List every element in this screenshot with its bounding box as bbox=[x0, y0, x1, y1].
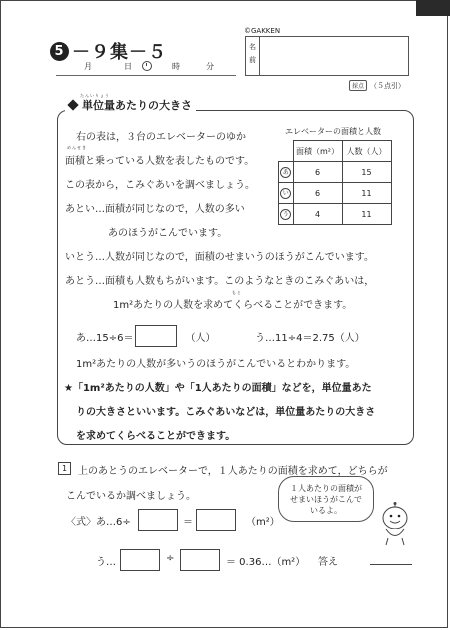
name-field[interactable] bbox=[245, 36, 409, 76]
ruby-moto: もと bbox=[232, 290, 242, 295]
compare-line-2: あのほうがこんでいます。 bbox=[108, 228, 228, 239]
ruby-title: たんいりょう bbox=[80, 93, 110, 98]
formula-1-unit: （m²） bbox=[246, 517, 280, 528]
table-header-people: 人数（人） bbox=[342, 141, 391, 162]
score-tag: 採点 bbox=[349, 80, 367, 91]
row-people: 15 bbox=[342, 162, 391, 183]
table-title: エレベーターの面積と人数 bbox=[285, 127, 381, 136]
score-info bbox=[349, 80, 405, 91]
formula-2-box-divisor[interactable] bbox=[180, 549, 220, 571]
unit-number: 5 bbox=[50, 42, 69, 61]
elevator-table bbox=[278, 140, 392, 225]
formula-label: 〈式〉 bbox=[66, 517, 96, 528]
date-month: 月 bbox=[84, 62, 92, 71]
compare-line-3: いとう…人数が同じなので，面積のせまいうのほうがこんでいます。 bbox=[65, 252, 374, 263]
calc-a-answer-box[interactable] bbox=[135, 325, 177, 347]
formula-1-box-result[interactable] bbox=[196, 509, 236, 531]
date-row bbox=[56, 61, 236, 76]
formula-2-divide: ÷ bbox=[166, 553, 175, 564]
calc-a-unit: （人） bbox=[185, 332, 216, 344]
table-header-area: 面積（m²） bbox=[293, 141, 342, 162]
corner-tab bbox=[416, 0, 450, 16]
copyright: ©GAKKEN bbox=[244, 27, 281, 35]
calc-row-u: う…11÷4＝2.75（人） bbox=[255, 333, 365, 344]
date-day: 日 bbox=[124, 62, 132, 71]
table-header-row bbox=[279, 141, 392, 162]
intro-line-3: この表から，こみぐあいを調べましょう。 bbox=[65, 180, 255, 191]
row-label: い bbox=[280, 188, 291, 199]
compare-line-4: あとう…面積も人数もちがいます。このようなときのこみぐあいは， bbox=[65, 276, 375, 287]
problem-line-2: こんでいるか調べましょう。 bbox=[66, 491, 196, 502]
calc-row-a bbox=[76, 325, 215, 347]
row-label: あ bbox=[280, 167, 291, 178]
answer-label: 答え bbox=[318, 557, 338, 568]
formula-row-2-prefix: う… bbox=[96, 557, 116, 568]
time-label: 時 bbox=[172, 62, 180, 71]
formula-2-result: ＝ 0.36…（m²） bbox=[226, 557, 306, 568]
hint-bubble: １人あたりの面積が せまいほうがこんで いるよ。 bbox=[278, 476, 374, 522]
formula-2-box-dividend[interactable] bbox=[120, 549, 160, 571]
section-title-text: 単位量あたりの大きさ bbox=[82, 99, 192, 112]
formula-row-1-prefix: あ…6÷ bbox=[96, 517, 131, 528]
note-line-1: ★「1m²あたりの人数」や「1人あたりの面積」などを，単位量あた bbox=[64, 383, 372, 394]
conclusion-line: 1m²あたりの人数が多いうのほうがこんでいるとわかります。 bbox=[76, 359, 356, 370]
intro-line-1: 右の表は，３台のエレベーターのゆか bbox=[76, 132, 246, 143]
row-label: う bbox=[280, 209, 291, 220]
intro-line-2: 面積と乗っている人数を表したものです。 bbox=[65, 156, 255, 167]
minute-label: 分 bbox=[206, 62, 214, 71]
table-row bbox=[279, 162, 392, 183]
page-title-text: －９集－５ bbox=[72, 42, 167, 63]
character-icon bbox=[378, 502, 412, 550]
problem-number: 1 bbox=[58, 462, 71, 475]
ruby-menseki: めんせき bbox=[67, 145, 87, 150]
answer-field[interactable] bbox=[370, 563, 412, 565]
note-line-2: りの大きさといいます。こみぐあいなどは，単位量あたりの大きさ bbox=[76, 407, 376, 418]
table-row bbox=[279, 183, 392, 204]
row-people: 11 bbox=[342, 183, 391, 204]
score-text: （５点引） bbox=[370, 81, 406, 90]
calc-a-text: あ…15÷6＝ bbox=[76, 332, 134, 344]
note-line-3: を求めてくらべることができます。 bbox=[76, 431, 236, 442]
row-area: 6 bbox=[293, 183, 342, 204]
row-area: 4 bbox=[293, 204, 342, 225]
formula-1-equals: ＝ bbox=[183, 517, 193, 528]
formula-1-box-divisor[interactable] bbox=[138, 509, 178, 531]
compare-line-5: 1m²あたりの人数を求めてくらべることができます。 bbox=[113, 300, 353, 311]
name-label: 名 前 bbox=[246, 37, 260, 75]
row-area: 6 bbox=[293, 162, 342, 183]
row-people: 11 bbox=[342, 204, 391, 225]
section-title bbox=[65, 97, 196, 113]
table-row bbox=[279, 204, 392, 225]
problem-line-1: 上のあとうのエレベーターで，１人あたりの面積を求めて，どちらが bbox=[78, 466, 388, 477]
compare-line-1: あとい…面積が同じなので，人数の多い bbox=[65, 204, 245, 215]
diamond-icon bbox=[67, 99, 78, 110]
